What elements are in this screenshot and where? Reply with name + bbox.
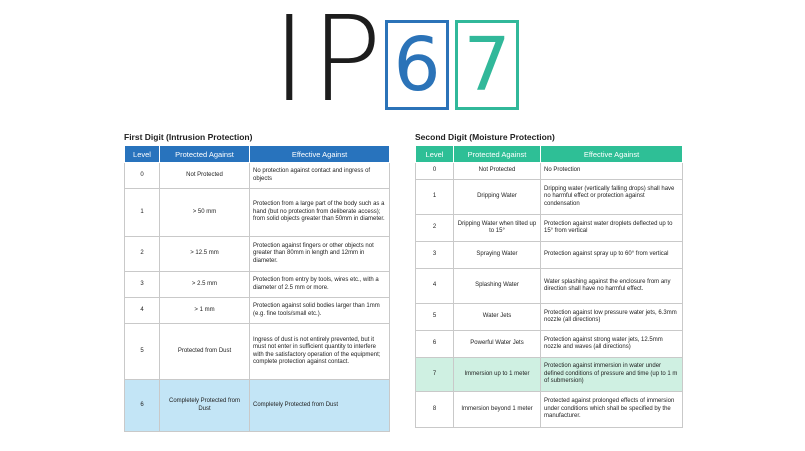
second-digit-panel — [415, 131, 683, 428]
header-effective-against: Effective Against — [250, 146, 390, 163]
protected-cell: > 12.5 mm — [160, 237, 250, 272]
effective-cell: Ingress of dust is not entirely prevented, but it must not enter in sufficient quantity to interfere with the satisfactory operation of the equipment; complete protection against contact. — [250, 324, 390, 380]
header-effective-against: Effective Against — [541, 146, 683, 163]
level-cell: 6 — [125, 380, 160, 432]
table-header-row — [125, 146, 390, 163]
table-row — [125, 324, 390, 380]
level-cell: 4 — [416, 269, 454, 304]
effective-cell: Protection against water droplets deflected up to 15° from vertical — [541, 215, 683, 242]
effective-cell: Protection against fingers or other objects not greater than 80mm in length and 12mm in diameter. — [250, 237, 390, 272]
level-cell: 3 — [125, 272, 160, 298]
level-cell: 7 — [416, 358, 454, 392]
effective-cell: No Protection — [541, 163, 683, 180]
protected-cell: > 50 mm — [160, 189, 250, 237]
protected-cell: Not Protected — [454, 163, 541, 180]
level-cell: 0 — [125, 163, 160, 189]
header-level: Level — [125, 146, 160, 163]
table-row — [416, 392, 683, 428]
protected-cell: Protected from Dust — [160, 324, 250, 380]
effective-cell: Protection against spray up to 60° from vertical — [541, 242, 683, 269]
level-cell: 1 — [416, 180, 454, 215]
table-row — [125, 163, 390, 189]
table-row — [416, 358, 683, 392]
protected-cell: Completely Protected from Dust — [160, 380, 250, 432]
table-row — [416, 269, 683, 304]
table-row — [125, 272, 390, 298]
second-digit-table — [415, 145, 683, 428]
effective-cell: Protection from a large part of the body such as a hand (but no protection from deliberate access); from solid objects greater than 50mm in diameter. — [250, 189, 390, 237]
first-digit-title: First Digit (Intrusion Protection) — [124, 132, 253, 142]
table-row — [416, 215, 683, 242]
table-row — [125, 380, 390, 432]
table-header-row — [416, 146, 683, 163]
first-digit-table — [124, 145, 390, 432]
level-cell: 2 — [416, 215, 454, 242]
effective-cell: Water splashing against the enclosure from any direction shall have no harmful effect. — [541, 269, 683, 304]
level-cell: 5 — [125, 324, 160, 380]
protected-cell: Water Jets — [454, 304, 541, 331]
level-cell: 4 — [125, 298, 160, 324]
header-protected-against: Protected Against — [160, 146, 250, 163]
second-digit-title: Second Digit (Moisture Protection) — [415, 132, 555, 142]
effective-cell: Protection against strong water jets, 12.5mm nozzle and waves (all directions) — [541, 331, 683, 358]
level-cell: 6 — [416, 331, 454, 358]
header-protected-against: Protected Against — [454, 146, 541, 163]
effective-cell: Protection against low pressure water jets, 6.3mm nozzle (all directions) — [541, 304, 683, 331]
protected-cell: Not Protected — [160, 163, 250, 189]
protected-cell: Immersion up to 1 meter — [454, 358, 541, 392]
first-digit-panel — [124, 131, 390, 432]
table-row — [125, 237, 390, 272]
table-row — [125, 298, 390, 324]
effective-cell: Completely Protected from Dust — [250, 380, 390, 432]
effective-cell: No protection against contact and ingress of objects — [250, 163, 390, 189]
logo-digit-7-box: 7 — [455, 20, 519, 110]
effective-cell: Dripping water (vertically falling drops) shall have no harmful effect or protection against condensation — [541, 180, 683, 215]
effective-cell: Protection against immersion in water under defined conditions of pressure and time (up to 1 m of submersion) — [541, 358, 683, 392]
protected-cell: Powerful Water Jets — [454, 331, 541, 358]
protected-cell: Spraying Water — [454, 242, 541, 269]
level-cell: 0 — [416, 163, 454, 180]
table-row — [416, 180, 683, 215]
level-cell: 5 — [416, 304, 454, 331]
table-row — [416, 163, 683, 180]
protected-cell: > 1 mm — [160, 298, 250, 324]
level-cell: 3 — [416, 242, 454, 269]
table-row — [416, 331, 683, 358]
protected-cell: Dripping Water — [454, 180, 541, 215]
logo-digit-6-box: 6 — [385, 20, 449, 110]
table-row — [125, 189, 390, 237]
effective-cell: Protected against prolonged effects of immersion under conditions which shall be specified by the manufacturer. — [541, 392, 683, 428]
protected-cell: Splashing Water — [454, 269, 541, 304]
effective-cell: Protection against solid bodies larger than 1mm (e.g. fine tools/small etc.). — [250, 298, 390, 324]
protected-cell: Immersion beyond 1 meter — [454, 392, 541, 428]
effective-cell: Protection from entry by tools, wires etc., with a diameter of 2.5 mm or more. — [250, 272, 390, 298]
level-cell: 2 — [125, 237, 160, 272]
ip67-logo — [0, 0, 805, 128]
table-row — [416, 242, 683, 269]
protected-cell: Dripping Water when tilted up to 15° — [454, 215, 541, 242]
logo-ip-text: IP — [272, 0, 386, 128]
table-row — [416, 304, 683, 331]
protected-cell: > 2.5 mm — [160, 272, 250, 298]
header-level: Level — [416, 146, 454, 163]
level-cell: 8 — [416, 392, 454, 428]
level-cell: 1 — [125, 189, 160, 237]
